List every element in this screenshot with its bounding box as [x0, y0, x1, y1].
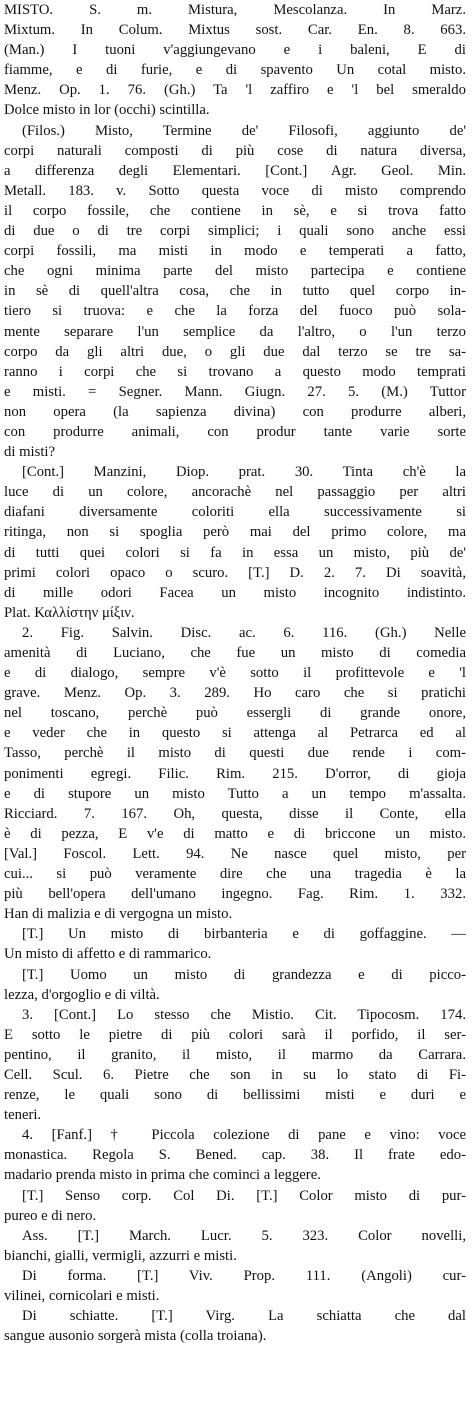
text-line: (Man.) I tuoni v'aggiungevano e i baleni, E di [4, 42, 466, 59]
text-line: [Cont.] Manzini, Diop. prat. 30. Tinta ch'è la [22, 464, 466, 481]
text-line: mente separare l'un semplice da l'altro, o l'un terzo [4, 323, 466, 340]
text-line: E sotto le pietre di più colori sarà il porfido, il ser- [4, 1026, 466, 1043]
text-line: di mille odori Facea un misto incognito indistinto. [4, 584, 466, 601]
text-line: e veder che in questo si attenga al Petrarca ed al [4, 725, 466, 742]
text-line: corpi fossili, ma misti in modo e temperati a fatto, [4, 243, 466, 260]
text-line: pureo e di nero. [4, 1207, 97, 1224]
para-mistio [4, 1005, 466, 1126]
text-line: tiero si truova: e che la forza del fuoco può sola- [4, 303, 466, 320]
text-line: e di dialogo, sempre v'è sotto il profittevole e 'l [4, 665, 466, 682]
text-line: ritinga, non si spoglia però mai del primo colore, ma [4, 524, 466, 541]
text-line: renze, le quali sono di bellissimi misti e duri e [4, 1087, 466, 1104]
para-manzini [4, 462, 466, 623]
text-line: ponimenti egregi. Filic. Rim. 215. D'orror, di gioja [4, 765, 466, 782]
text-line: Menz. Op. 1. 76. (Gh.) Ta 'l zaffiro e 'l bel smeraldo [4, 82, 466, 99]
para-filos [4, 121, 466, 463]
text-line: [T.] Un misto di birbanteria e di goffaggine. — [22, 926, 466, 943]
text-line: Dolce misto in lor (occhi) scintilla. [4, 102, 210, 119]
text-line: 3. [Cont.] Lo stesso che Mistio. Cit. Tipocosm. 174. [22, 1006, 466, 1023]
text-line: non opera (la sapienza divina) con produrre alberi, [4, 403, 466, 420]
para-fanf [4, 1125, 466, 1185]
text-line: bianchi, gialli, vermigli, azzurri e misti. [4, 1247, 237, 1264]
text-line: e di stupore un misto Tutto a un tempo m'assalta. [4, 785, 466, 802]
text-line: che ogni minima parte del misto partecipa e contiene [4, 263, 466, 280]
text-line: primi colori opaco o scuro. [T.] D. 2. 7. Di soavità, [4, 564, 466, 581]
text-line: luce di un colore, ancorachè nel passaggio per altri [4, 484, 466, 501]
text-line: di misti? [4, 444, 55, 461]
text-line: Metall. 183. v. Sotto questa voce di misto comprendo [4, 182, 466, 199]
text-line: Ass. [T.] March. Lucr. 5. 323. Color novelli, [22, 1227, 466, 1244]
text-line: corpi naturali composti di più cose di natura diversa, [4, 142, 466, 159]
text-line: monastica. Regola S. Bened. cap. 38. Il frate edo- [4, 1147, 466, 1164]
text-line: Mixtum. In Colum. Mixtus sost. Car. En. 8. 663. [4, 22, 466, 39]
text-line: in sè di quell'altra cosa, che in tutto quel corpo in- [4, 283, 466, 300]
text-line: Plat. Καλλίστην μίξιν. [4, 604, 135, 621]
text-line: 4. [Fanf.] † Piccola colezione di pane e vino: voce [22, 1127, 466, 1144]
para-forma [4, 1266, 466, 1306]
text-line: di tutti quei colori si fa in essa un misto, più de' [4, 544, 466, 561]
text-line: amenità di Luciano, che fue un misto di comedia [4, 645, 466, 661]
text-line: MISTO. S. m. Mistura, Mescolanza. In Marz. [4, 2, 466, 18]
text-line: lezza, d'orgoglio e di viltà. [4, 986, 160, 1003]
para-fig [4, 623, 466, 924]
text-line: Han di malizia e di vergogna un misto. [4, 906, 233, 923]
text-line: nel toscano, perchè può essergli di grande onore, [4, 705, 466, 722]
text-line: pentino, il granito, il misto, il marmo da Carrara. [4, 1046, 466, 1063]
text-line: il corpo fossile, che contiene in sè, e si trova fatto [4, 202, 466, 219]
text-line: vilinei, cornicolari e misti. [4, 1288, 160, 1304]
text-line: teneri. [4, 1107, 42, 1124]
text-line: madario prenda misto in prima che cominci a leggere. [4, 1167, 321, 1184]
text-line: 2. Fig. Salvin. Disc. ac. 6. 116. (Gh.) Nelle [22, 624, 466, 641]
para-birbanteria [4, 924, 466, 964]
text-line: Cell. Scul. 6. Pietre che son in su lo stato di Fi- [4, 1066, 466, 1083]
text-line: ranno i corpi che si trovano a questo modo temprati [4, 363, 466, 380]
para-headword [4, 0, 466, 121]
text-line: (Filos.) Misto, Termine de' Filosofi, aggiunto de' [22, 122, 466, 139]
text-line: Ricciard. 7. 167. Oh, questa, disse il Conte, ella [4, 805, 466, 822]
text-line: Di schiatte. [T.] Virg. La schiatta che dal [22, 1308, 466, 1325]
text-line: corpo da gli altri due, o gli due dal terzo se tre sa- [4, 343, 466, 360]
text-line: Di forma. [T.] Viv. Prop. 111. (Angoli) cur- [22, 1267, 466, 1284]
text-line: [T.] Uomo un misto di grandezza e di picco- [22, 966, 466, 983]
text-line: cui... si può veramente dire che una tragedia è la [4, 866, 466, 883]
text-line: di due o di tre corpi simplici; i quali sono anche essi [4, 223, 466, 240]
text-line: fiamme, e di furie, e di spavento Un cotal misto. [4, 62, 466, 79]
text-line: con produrre animali, con produr tante varie sorte [4, 423, 466, 440]
text-line: è di pezza, E v'e di matto e di briccone un misto. [4, 825, 466, 842]
text-line: più bell'opera dell'umano ingegno. Fag. Rim. 1. 332. [4, 886, 466, 903]
text-line: Tasso, perchè il misto di questi due rende i com- [4, 745, 466, 762]
text-line: [Val.] Foscol. Lett. 94. Ne nasce quel misto, per [4, 845, 466, 862]
text-line: diafani diversamente coloriti ella successivamente si [4, 504, 466, 521]
text-line: grave. Menz. Op. 3. 289. Ho caro che si pratichi [4, 685, 466, 702]
text-line: a differenza degli Elementari. [Cont.] Agr. Geol. Min. [4, 162, 466, 179]
para-ass [4, 1226, 466, 1266]
text-line: [T.] Senso corp. Col Di. [T.] Color misto di pur- [22, 1187, 466, 1204]
para-senso [4, 1186, 466, 1226]
para-schiatte [4, 1306, 466, 1346]
text-line: sangue ausonio sorgerà mista (colla troiana). [4, 1328, 267, 1345]
text-line: e misti. = Segner. Mann. Giugn. 27. 5. (M.) Tuttor [4, 383, 466, 400]
para-grandezza [4, 965, 466, 1005]
text-line: Un misto di affetto e di rammarico. [4, 946, 212, 963]
